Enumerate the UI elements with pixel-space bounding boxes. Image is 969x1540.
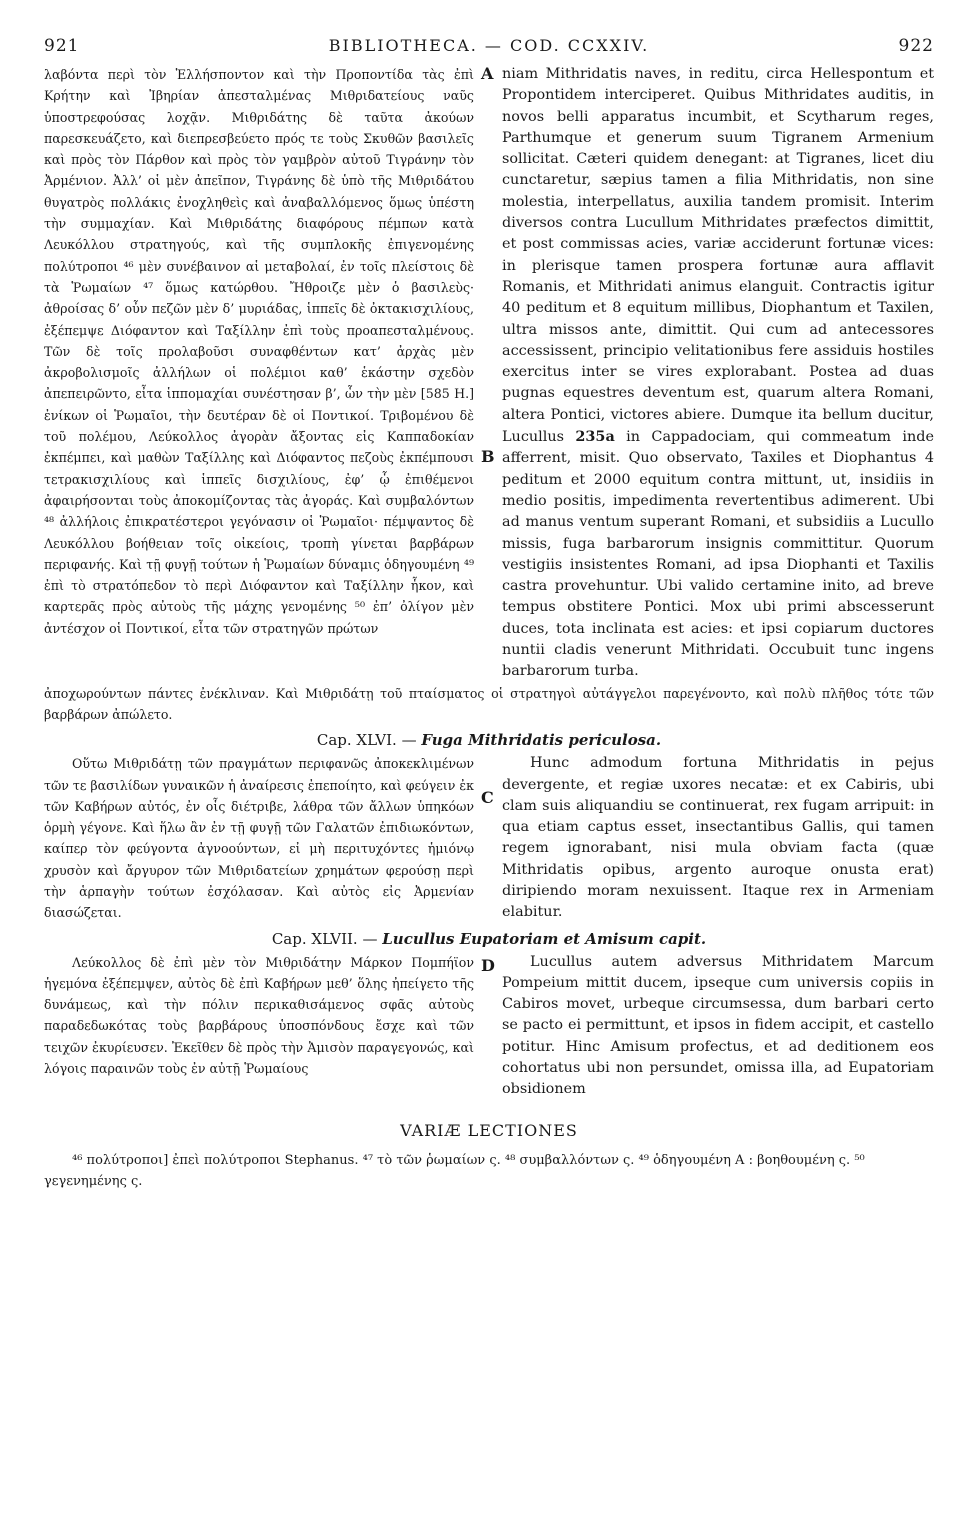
chapter-heading-46 xyxy=(44,731,934,749)
page-header xyxy=(44,36,934,64)
running-title: BIBLIOTHECA. — COD. CCXXIV. xyxy=(328,36,650,55)
margin-marker-b: B xyxy=(481,447,495,466)
greek-text-47: Λεύκολλος δὲ ἐπὶ μὲν τὸν Μιθριδάτην Μάρκον Πομπήϊον ἡγεμόνα ἐξέπεμψεν, αὐτὸς δὲ ἐπὶ Καβήρων μεθ’ ὅλης ἠπείγετο τῆς δυνάμεως, καὶ τὴν πόλιν περικαθισάμενος σφᾶς αὐτοὺς παραδεδωκότας τοὺς βαρβάρους ὑποσπόνδους ἔσχε καὶ τῶν τειχῶν ἐκυρίευσεν. Ἐκεῖθεν δὲ πρὸς τὴν Ἀμισὸν παραγεγονώς, καὶ λόγοις παραινῶν τοὺς ἐν αὐτῇ Ῥωμαίους xyxy=(44,954,474,1077)
variae-lectiones-notes: ⁴⁶ πολύτροποι] ἐπεὶ πολύτροποι Stephanus. ⁴⁷ τὸ τῶν ῥωμαίων ς. ⁴⁸ συμβαλλόντων ς. ⁴⁹ ὁδηγουμένη A : βοηθουμένη ς. ⁵⁰ γεγενημένης ς. xyxy=(44,1152,865,1189)
greek-column-46 xyxy=(44,753,474,923)
margin-marker-d: D xyxy=(481,955,495,975)
chapter-heading-47 xyxy=(44,930,934,948)
latin-text-1 xyxy=(502,64,934,683)
latin-text-47: Lucullus autem adversus Mithridatem Marcum Pompeium mittit ducem, ipseque cum universis copiis in Cabiros movet, urbeque circumsessa, dum barbari certo se pacto ei permittunt, et ipsos in fidem accipit, et castello potitur. Hinc Amisum profectus, et ad deditionem eos cohortatus ubi non persundet, omissa illa, ad Eupatoriam obsidionem xyxy=(502,953,934,1098)
folio-number: 235a xyxy=(575,428,615,446)
greek-text-1: λαβόντα περὶ τὸν Ἑλλήσποντον καὶ τὴν Προποντίδα τὰς ἐπὶ Κρήτην καὶ Ἰβηρίαν ἀπεσταλμένας Μιθριδατείους ναῦς ὑποστρεφούσας λοχᾷν. Μιθριδάτης δὲ ταῦτα ἀκούων παρεσκευάζετο, καὶ διεπρεσβεύετο πρός τε τοὺς Σκυθῶν βασιλεῖς καὶ πρὸς τὸν Πάρθον καὶ πρὸς τὸν γαμβρὸν αὐτοῦ Τιγράνην τὸν Ἀρμένιον. Ἀλλ’ οἱ μὲν ἀπεῖπον, Τιγράνης δὲ ὑπὸ τῆς Μιθριδάτου θυγατρὸς πολλάκις ἐνοχληθεὶς καὶ ἀναβαλλόμενος ὅμως ὑπέστη τὴν συμμαχίαν. Καὶ Μιθριδάτης διαφόρους πέμπων κατὰ Λευκόλλου στρατηγούς, καὶ τῆς συμπλοκῆς ἐπιγενομένης πολύτροποι ⁴⁶ μὲν συνέβαινον αἱ μεταβολαί, ἐν τοῖς πλείστοις δὲ τὰ Ῥωμαίων ⁴⁷ ὅμως κατώρθου. Ἤθροιζε μὲν ὁ βασιλεὺς· ἀθροίσας δ’ οὖν πεζῶν μὲν δ’ μυριάδας, ἱππεῖς δὲ ὀκτακισχιλίους, ἐξέπεμψε Διόφαντον καὶ Ταξίλλην ἐπὶ τοὺς προαπεσταλμένους. Τῶν δὲ τοῖς προλαβοῦσι συναφθέντων κατ’ ἀρχὰς μὲν ἀκροβολισμοῖς ἀλλήλων οἱ πολέμιοι καθ’ ἑκάστην σχεδὸν ἀπεπειρῶντο, εἶτα ἱππομαχίαι συνέστησαν β’, ὧν τὴν μὲν [585 H.] ἐνίκων οἱ Ῥωμαῖοι, τὴν δευτέραν δὲ οἱ Ποντικοί. Τριβομένου δὲ τοῦ πολέμου, Λεύκολλος ἀγορὰν ἄξοντας εἰς Καππαδοκίαν ἐκπέμπει, καὶ μαθὼν Ταξίλλης καὶ Διόφαντος πεζοὺς ἐκπέμπουσι τετρακισχιλίους καὶ ἱππεῖς δισχιλίους, ἐφ’ ᾧ ἐπιθέμενοι ἀφαιρήσονται τοὺς ἀποκομίζοντας τὰς ἀγοράς. Καὶ συμβαλόντων ⁴⁸ ἀλλήλοις ἐπικρατέστεροι γεγόνασιν οἱ Ῥωμαῖοι· πέμψαντος δὲ Λευκόλλου βοήθειαν τοῖς οἰκείοις, τροπὴ γίνεται βαρβάρων περιφανής. Καὶ τῇ φυγῇ τούτων ἡ Ῥωμαίων δύναμις ὁδηγουμένη ⁴⁹ ἐπὶ τὸ στρατόπεδον τὸ περὶ Διόφαντον καὶ Ταξίλλην ἧκον, καὶ καρτερᾶς πρὸς αὐτοὺς τῆς μάχης γενομένης ⁵⁰ ἐπ’ ὀλίγον μὲν ἀντέσχον οἱ Ποντικοί, εἶτα τῶν στρατηγῶν πρώτων xyxy=(44,67,474,636)
variae-lectiones-heading: VARIÆ LECTIONES xyxy=(400,1120,578,1140)
margin-markers-1 xyxy=(477,64,499,807)
chapter-number-46: Cap. XLVI. — xyxy=(316,731,417,750)
page xyxy=(44,36,934,1192)
page-number-right: 922 xyxy=(898,36,934,56)
greek-column-1 xyxy=(44,64,474,683)
latin-column-1 xyxy=(502,64,934,683)
section-46 xyxy=(44,753,934,923)
greek-column-47 xyxy=(44,952,474,1101)
section-47 xyxy=(44,952,934,1101)
chapter-number-47: Cap. XLVII. — xyxy=(271,929,378,948)
latin-column-46 xyxy=(502,753,934,923)
chapter-title-47: Lucullus Eupatoriam et Amisum capit. xyxy=(382,929,707,948)
latin-column-47 xyxy=(502,952,934,1101)
margin-spacer-46 xyxy=(477,753,499,923)
latin-text-46: Hunc admodum fortuna Mithridatis in pejus devergente, et regiæ uxores necatæ: et ex Cabiris, ubi clam suis aliquandiu se continuerat, rex fugam arripuit: in qua etiam captus esset, insectantibus Gallis, qui tamen regem ignorabant, nisi mula obviam facta (quæ Mithridatis opibus, argento auroque onusta erat) diripiendo moram nexuissent. Itaque rex in Armeniam elabitur. xyxy=(502,755,934,921)
chapter-title-46: Fuga Mithridatis periculosa. xyxy=(421,731,662,750)
margin-marker-a: A xyxy=(481,64,494,83)
greek-text-46: Οὕτω Μιθριδάτῃ τῶν πραγμάτων περιφανῶς ἀποκεκλιμένων τῶν τε βασιλίδων γυναικῶν ἡ ἀναίρεσις ἐπεποίητο, καὶ φεύγειν ἐκ τῶν Καβήρων αὐτός, ἐν οἷς διέτριβε, λάθρα τῶν ἄλλων ὑπηκόων ὁρμὴ γέγονε. Καὶ ἥλω ἂν ἐν τῇ φυγῇ τῶν Γαλατῶν ἐπιδιωκόντων, καίπερ τὸν φεύγοντα ἀγνοούντων, εἰ μὴ περιτυχόντες ἡμιόνῳ χρυσὸν καὶ ἄργυρον τῶν Μιθριδατείων χρημάτων φερούσῃ περὶ τὴν ἁρπαγὴν τούτων ἐσχόλασαν. Καὶ αὐτὸς εἰς Ἀρμενίαν διασώζεται. xyxy=(44,756,474,921)
greek-full-width: ἀποχωρούντων πάντες ἐνέκλιναν. Καὶ Μιθριδάτῃ τοῦ πταίσματος οἱ στρατηγοὶ αὐτάγγελοι παρεγένοντο, καὶ πολὺ πλῆθος τότε τῶν βαρβάρων ἀπώλετο. xyxy=(44,685,934,722)
margin-marker-c: C xyxy=(481,788,494,807)
page-number-left: 921 xyxy=(44,36,80,56)
latin-text-1a: niam Mithridatis naves, in reditu, circa Hellespontum et Propontidem interciperet. Quibus Mithridates auditis, in novos belli apparatus incumbit, et Scytharum reges, Parthumque et generum suum Tigranem Armenium sollicitat. Cæteri quidem denegant: at Tigranes, licet diu cunctaretur, sæpius tamen a filia Mithridatis, non sine molestia, interpellatus, auxilia tandem promisit. Interim diversos contra Lucullum Mithridates præfectos dimittit, et post commissas acies, variæ acciderunt fortunæ vices: in plerisque tamen prospera fortunæ aura afflavit Romanis, et Mithridati animus elanguit. Contractis igitur 40 peditum et 8 equitum millibus, Diophantum et Taxilen, ultra missos ante, dimittit. Qui cum ad antecessores accessissent, principio velitationibus fere assiduis hostiles exercitus inter se vires explorabant. Postea ad duas pugnas equestres deventum est, quarum altera Romani, altera Pontici, victores abiere. Dumque ita bellum ducitur, Lucullus xyxy=(502,66,934,446)
latin-text-1b: in Cappadociam, qui commeatum inde afferrent, misit. Quo observato, Taxiles et Diophantus 4 peditum et 2000 equitum contra mittunt, ut, insidiis in medio positis, impedimenta revertentibus adimerent. Ubi ad manus ventum superant Romani, et subsidiis a Lucullo missis, fuga barbarorum insignis committitur. Quorum vestigiis insistentes Romani, ad ipsa Diophanti et Taxilis castra provehuntur. Ubi valido certamine inito, ad breve tempus obstitere Pontici. Mox ubi primi abscesserunt duces, tota inclinata est acies: et ipsi copiarum ductores nuntii cladis venerunt Mithridati. Occubuit tunc ingens barbarorum turba. xyxy=(502,429,935,680)
margin-markers-47 xyxy=(477,952,499,1101)
